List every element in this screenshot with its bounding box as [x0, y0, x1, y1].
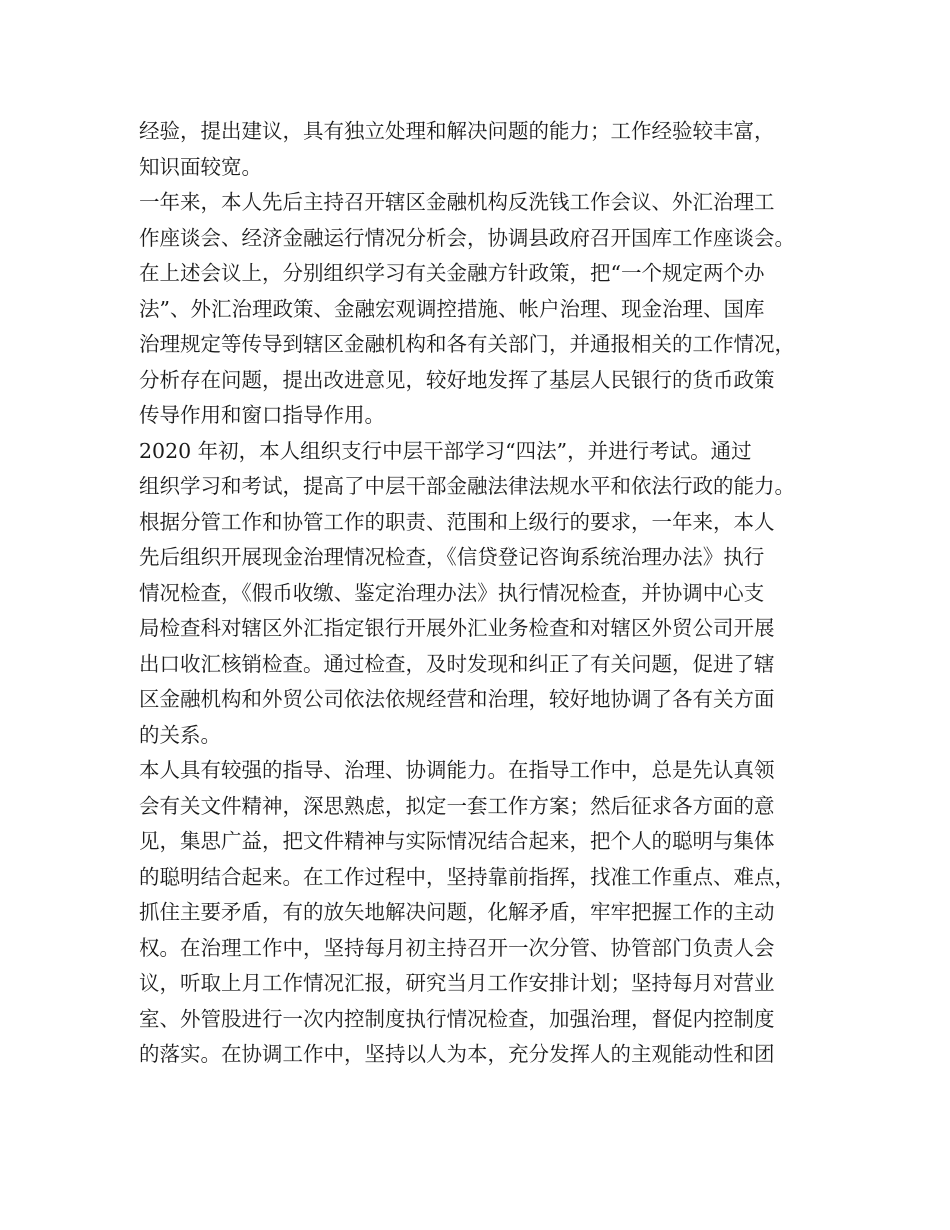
text-line: 法”、外汇治理政策、金融宏观调控措施、帐户治理、现金治理、国库 [139, 296, 765, 321]
text-line: 先后组织开展现金治理情况检查，《信贷登记咨询系统治理办法》执行 [139, 545, 765, 569]
text-line: 知识面较宽。 [139, 154, 262, 179]
text-line: 分析存在问题，提出改进意见，较好地发挥了基层人民银行的货币政策 [139, 367, 775, 392]
text-line: 局检查科对辖区外汇指定银行开展外汇业务检查和对辖区外贸公司开展 [139, 616, 775, 640]
text-line: 治理规定等传导到辖区金融机构和各有关部门，并通报相关的工作情况， [139, 332, 795, 356]
text-line: 会有关文件精神，深思熟虑，拟定一套工作方案；然后征求各方面的意 [139, 793, 775, 818]
text-line: 2020 年初，本人组织支行中层干部学习“四法”，并进行考试。通过 [139, 438, 752, 463]
text-line: 的关系。 [139, 722, 221, 747]
text-line: 传导作用和窗口指导作用。 [139, 403, 385, 427]
text-line: 组织学习和考试，提高了中层干部金融法律法规水平和依法行政的能力。 [139, 474, 795, 498]
text-line: 区金融机构和外贸公司依法依规经营和治理，较好地协调了各有关方面 [139, 687, 775, 711]
text-line: 一年来，本人先后主持召开辖区金融机构反洗钱工作会议、外汇治理工 [139, 190, 775, 214]
text-line: 情况检查，《假币收缴、鉴定治理办法》执行情况检查，并协调中心支 [139, 580, 765, 605]
text-line: 出口收汇核销检查。通过检查，及时发现和纠正了有关问题，促进了辖 [139, 651, 775, 676]
text-line: 作座谈会、经济金融运行情况分析会，协调县政府召开国库工作座谈会。 [139, 225, 795, 250]
text-line: 在上述会议上，分别组织学习有关金融方针政策，把“一个规定两个办 [139, 261, 765, 285]
text-line: 根据分管工作和协管工作的职责、范围和上级行的要求，一年来，本人 [139, 509, 775, 534]
text-line: 经验，提出建议，具有独立处理和解决问题的能力；工作经验较丰富， [139, 119, 775, 143]
text-line: 的落实。在协调工作中，坚持以人为本，充分发挥人的主观能动性和团 [139, 1042, 775, 1066]
text-line: 抓住主要矛盾，有的放矢地解决问题，化解矛盾，牢牢把握工作的主动 [139, 900, 775, 924]
text-line: 议，听取上月工作情况汇报，研究当月工作安排计划；坚持每月对营业 [139, 971, 775, 995]
text-line: 权。在治理工作中，坚持每月初主持召开一次分管、协管部门负责人会 [139, 935, 775, 960]
text-line: 室、外管股进行一次内控制度执行情况检查，加强治理，督促内控制度 [139, 1006, 775, 1031]
text-line: 见，集思广益，把文件精神与实际情况结合起来，把个人的聪明与集体 [139, 829, 775, 853]
text-line: 本人具有较强的指导、治理、协调能力。在指导工作中，总是先认真领 [139, 758, 775, 782]
text-line: 的聪明结合起来。在工作过程中，坚持靠前指挥，找准工作重点、难点， [139, 864, 795, 889]
body-text [139, 114, 839, 1073]
